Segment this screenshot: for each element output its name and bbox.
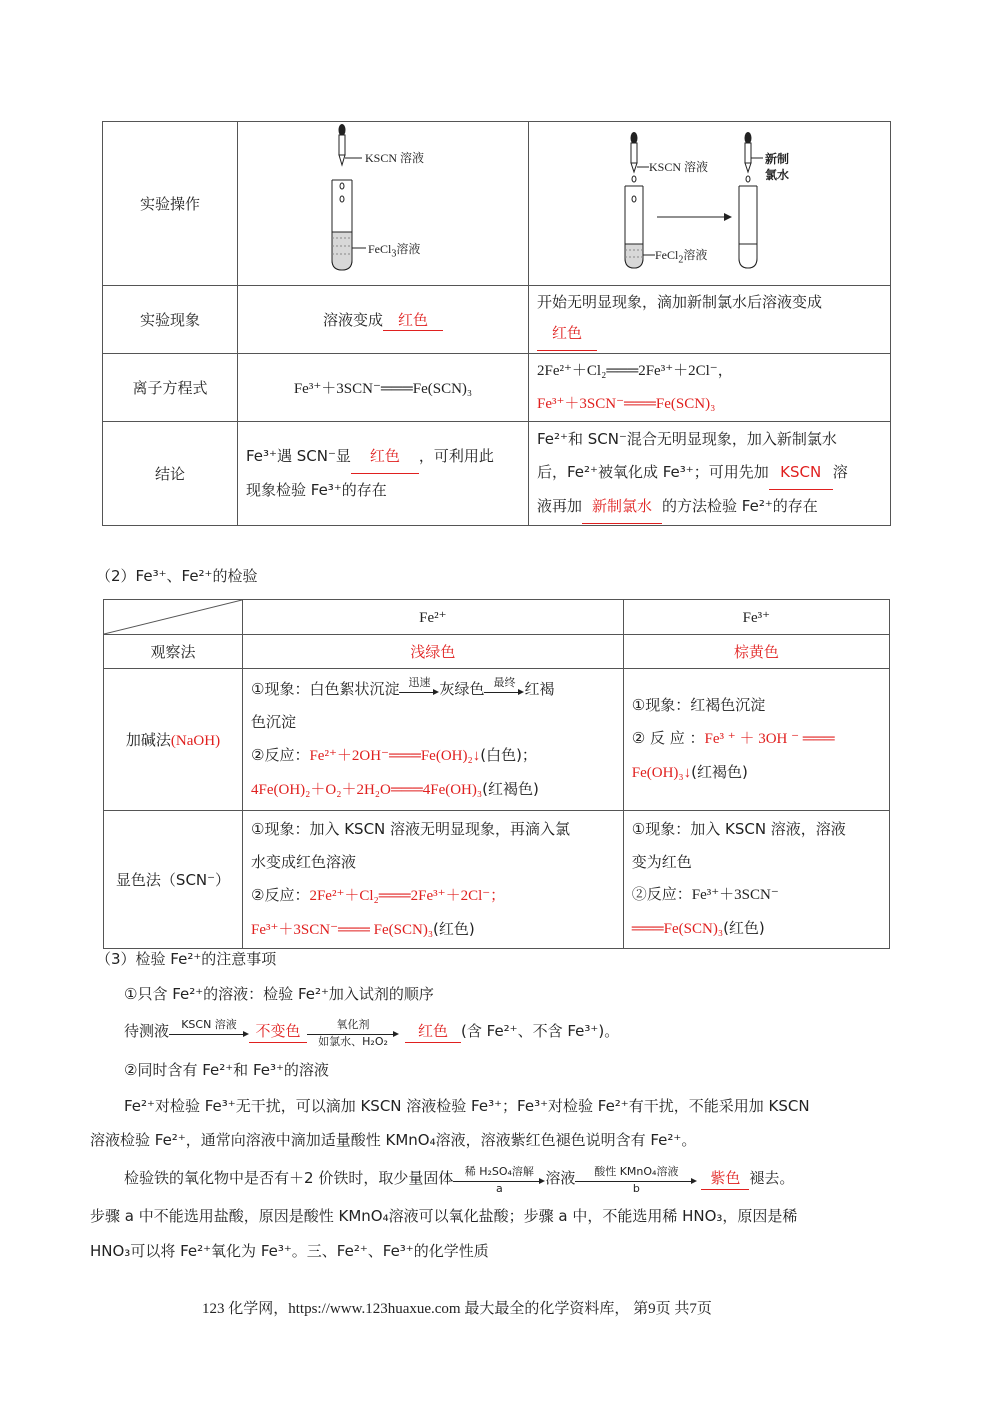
page-footer: 123 化学网，https://www.123huaxue.com 最大最全的化学资料库， 第9页 共7页 (202, 1301, 712, 1317)
scn-fe2: ①现象：加入 KSCN 溶液无明显现象，再滴入氯 水变成红色溶液 ②反应：2Fe²⁺＋Cl₂═══2Fe³⁺＋2Cl⁻； Fe³⁺＋3SCN⁻═══ Fe(SCN)₃(红色) (243, 811, 624, 949)
answer-purple: 紫色 (701, 1167, 749, 1190)
answer-red: 红色 (383, 309, 443, 331)
test-tube-fecl2-chlorine-diagram (529, 122, 890, 285)
answer-no-color-change: 不变色 (249, 1020, 307, 1043)
arrow-dissolve: 稀 H₂SO₄溶解 a (453, 1168, 545, 1190)
phenomenon-left: 溶液变成 红色 (238, 286, 529, 354)
flow-fe2-only: 待测液 KSCN 溶液 不变色 氧化剂 如氯水、H₂O₂ 红色 (含 Fe²⁺、不含 Fe³⁺)。 (124, 1017, 620, 1048)
section-2-title: （2）Fe³⁺、Fe²⁺的检验 (96, 567, 258, 585)
diagonal-line (104, 600, 242, 634)
row-head-naoh: 加碱法(NaOH) (104, 669, 243, 811)
arrow-finally: 最终 (484, 679, 524, 699)
naoh-fe3: ①现象：红褐色沉淀 ② 反 应 ：Fe³ ⁺ ＋ 3OH ⁻ ═══ Fe(OH)₃↓(红褐色) (623, 669, 889, 811)
conclusion-left: Fe³⁺遇 SCN⁻显 红色 ，可利用此 现象检验 Fe³⁺的存在 (238, 422, 529, 526)
conclusion-right: Fe²⁺和 SCN⁻混合无明显现象，加入新制氯水 后，Fe²⁺被氧化成 Fe³⁺；可用先加 KSCN 溶 液再加 新制氯水 的方法检验 Fe²⁺的存在 (529, 422, 891, 526)
col-fe2: Fe²⁺ (243, 600, 624, 635)
col-fe3: Fe³⁺ (623, 600, 889, 635)
section-3-p6: 步骤 a 中不能选用盐酸，原因是酸性 KMnO₄溶液可以氧化盐酸；步骤 a 中，不能选用稀 HNO₃，原因是稀 (90, 1207, 798, 1225)
arrow-kmno4: 酸性 KMnO₄溶液 b (575, 1168, 697, 1190)
section-3-p4: 溶液检验 Fe²⁺，通常向溶液中滴加适量酸性 KMnO₄溶液，溶液紫红色褪色说明含有 Fe²⁺。 (90, 1131, 697, 1149)
section-3-p7: HNO₃可以将 Fe²⁺氧化为 Fe³⁺。三、Fe²⁺、Fe³⁺的化学性质 (90, 1242, 489, 1260)
answer-kscn: KSCN (769, 456, 833, 490)
section-3-title: （3）检验 Fe²⁺的注意事项 (96, 950, 277, 968)
experiment-table (102, 121, 891, 526)
diagonal-header-cell (104, 600, 243, 635)
answer-red-3: 红色 (351, 440, 419, 474)
ionic-equation-left: Fe³⁺＋3SCN⁻═══Fe(SCN)₃ (238, 354, 529, 422)
answer-red-2: 红色 (537, 317, 597, 351)
observe-fe2: 浅绿色 (243, 635, 624, 669)
fecl2-label: FeCl$_2$溶液 (655, 248, 708, 266)
left-apparatus-cell (238, 122, 529, 286)
section-3-p3: Fe²⁺对检验 Fe³⁺无干扰，可以滴加 KSCN 溶液检验 Fe³⁺；Fe³⁺对检验 Fe²⁺有干扰，不能采用加 KSCN (124, 1097, 810, 1115)
kscn-label-right: KSCN 溶液 (649, 160, 709, 174)
naoh-fe2: ①现象：白色絮状沉淀 迅速 灰绿色 最终 红褐 色沉淀 ②反应：Fe²⁺＋2OH⁻═══Fe(OH)₂↓(白色)； 4Fe(OH)₂＋O₂＋2H₂O═══4Fe(OH)₃(红褐色) (243, 669, 624, 811)
row-head-observe: 观察法 (104, 635, 243, 669)
section-3-p2: ②同时含有 Fe²⁺和 Fe³⁺的溶液 (124, 1061, 329, 1079)
observe-fe3: 棕黄色 (623, 635, 889, 669)
row-head-operation: 实验操作 (103, 122, 238, 286)
scn-fe3: ①现象：加入 KSCN 溶液，溶液 变为红色 ②反应：Fe³⁺＋3SCN⁻ ═══Fe(SCN)₃(红色) (623, 811, 889, 949)
answer-chlorine-water: 新制氯水 (582, 490, 662, 524)
test-tube-kscn-fecl3-diagram (238, 122, 528, 285)
row-head-phenomenon: 实验现象 (103, 286, 238, 354)
arrow-rapid: 迅速 (399, 679, 439, 699)
row-head-scn: 显色法（SCN⁻） (104, 811, 243, 949)
chlorine-label-1: 新制 (765, 152, 790, 166)
kscn-label: KSCN 溶液 (365, 151, 425, 165)
fecl3-label: FeCl$_3$溶液 (368, 242, 421, 260)
ionic-equation-right: 2Fe²⁺＋Cl₂═══2Fe³⁺＋2Cl⁻， Fe³⁺＋3SCN⁻═══Fe(SCN)₃ (529, 354, 891, 422)
chlorine-label-2: 氯水 (765, 168, 790, 182)
row-head-conclusion: 结论 (103, 422, 238, 526)
row-head-ionic-equation: 离子方程式 (103, 354, 238, 422)
answer-red-4: 红色 (405, 1020, 461, 1043)
right-apparatus-cell (529, 122, 891, 286)
phenomenon-right: 开始无明显现象，滴加新制氯水后溶液变成 红色 (529, 286, 891, 354)
detection-table (103, 599, 890, 949)
section-3-p5: 检验铁的氧化物中是否有＋2 价铁时，取少量固体 稀 H₂SO₄溶解 a 溶液 酸性 KMnO₄溶液 b 紫色 褪去。 (124, 1164, 795, 1195)
section-3-p1: ①只含 Fe²⁺的溶液：检验 Fe²⁺加入试剂的顺序 (124, 985, 434, 1003)
arrow-kscn: KSCN 溶液 (169, 1021, 249, 1043)
arrow-oxidant: 氧化剂 如氯水、H₂O₂ (307, 1021, 399, 1043)
